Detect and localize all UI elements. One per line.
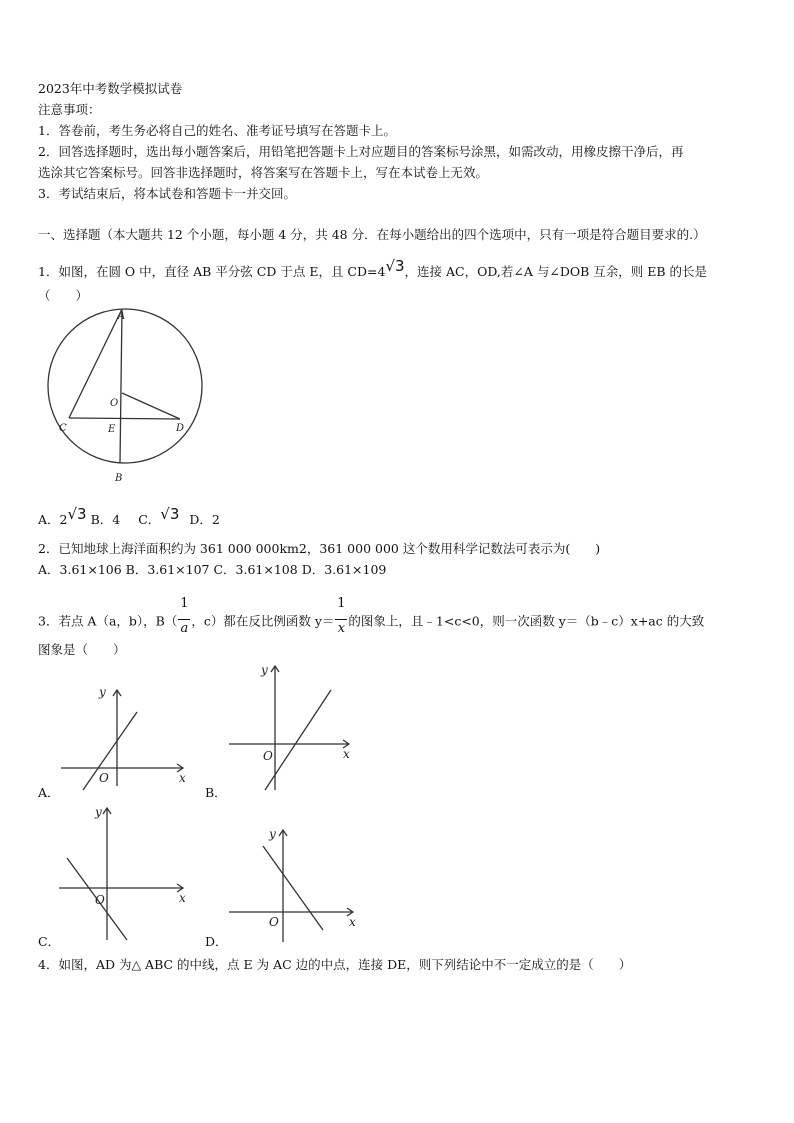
q3-text-continued: 图象是（ ） xyxy=(38,642,126,657)
q3-option-a-label: A． xyxy=(38,785,60,800)
circle-o xyxy=(48,309,202,463)
q1-options xyxy=(38,505,220,528)
q3-graph-c xyxy=(55,800,195,945)
q1-option-c xyxy=(138,505,180,527)
segment-od xyxy=(122,393,180,419)
q3-frac2-numerator: 1 xyxy=(337,596,346,611)
q1-text-part-b: ，连接 AC，OD,若∠A 与∠DOB 互余，则 EB 的长是 xyxy=(404,264,708,279)
q3-graph-a xyxy=(55,682,195,792)
q1-option-d: D．2 xyxy=(189,512,220,527)
notice-heading: 注意事项： xyxy=(38,102,101,117)
q1-text-part-a: 1．如图，在圆 O 中，直径 AB 平分弦 CD 于点 E，且 CD=4 xyxy=(38,264,386,279)
q1-answer-paren: （ ） xyxy=(38,288,89,303)
q1-circle-figure xyxy=(40,305,215,490)
q1-sqrt3: √3 xyxy=(385,257,405,275)
question-2-text: 2．已知地球上海洋面积约为 361 000 000km2，361 000 000 这个数用科学记数法可表示为( ) xyxy=(38,541,601,556)
q3-frac2-denominator: x xyxy=(337,621,346,636)
question-1-text xyxy=(38,257,708,280)
q3-graph-d xyxy=(225,822,365,947)
notice-2: 2．回答选择题时，选出每小题答案后，用铅笔把答题卡上对应题目的答案标号涂黑，如需改动，用橡皮擦干净后，再 xyxy=(38,144,684,159)
graph-c-y-label: y xyxy=(95,805,102,819)
exam-title: 2023年中考数学模拟试卷 xyxy=(38,81,183,96)
q1-option-b: B．4 xyxy=(90,512,121,527)
chord-cd xyxy=(69,418,180,419)
q3-frac1-bar xyxy=(178,619,190,620)
question-3-text xyxy=(38,596,705,642)
label-o: O xyxy=(110,398,119,409)
label-c: C xyxy=(59,423,67,434)
notice-3: 3．考试结束后，将本试卷和答题卡一并交回。 xyxy=(38,186,296,201)
section-heading: 一、选择题（本大题共 12 个小题，每小题 4 分，共 48 分．在每小题给出的四个选项中，只有一项是符合题目要求的.） xyxy=(38,227,706,242)
q3-fraction-1-over-x xyxy=(334,596,348,642)
graph-d-origin-label: O xyxy=(269,915,279,929)
q1-option-c-sqrt: √3 xyxy=(160,505,180,523)
q3-frac1-denominator: a xyxy=(180,621,189,636)
q1-option-a xyxy=(38,505,87,527)
q3-frac2-bar xyxy=(335,619,347,620)
graph-b-x-label: x xyxy=(343,747,350,761)
q3-fraction-1-over-a xyxy=(177,596,191,642)
notice-1: 1．答卷前，考生务必将自己的姓名、准考证号填写在答题卡上。 xyxy=(38,123,396,138)
diameter-ab xyxy=(120,309,122,463)
q3-text-part-a: 3．若点 A（a，b），B（ xyxy=(38,613,178,629)
q1-option-a-sqrt: √3 xyxy=(67,505,87,523)
graph-a-line xyxy=(83,712,137,790)
q1-option-c-prefix: C． xyxy=(138,512,161,527)
graph-c-origin-label: O xyxy=(95,893,105,907)
q3-frac1-numerator: 1 xyxy=(180,596,189,611)
q3-graph-b xyxy=(225,660,365,795)
graph-b-y-label: y xyxy=(261,663,268,677)
label-a: A xyxy=(118,311,126,322)
graph-d-y-label: y xyxy=(269,827,276,841)
q3-option-b-label: B． xyxy=(205,785,227,800)
graph-a-x-label: x xyxy=(179,771,186,785)
q1-option-a-prefix: A．2 xyxy=(38,512,68,527)
graph-b-origin-label: O xyxy=(263,749,273,763)
q3-text-part-b: ，c）都在反比例函数 y＝ xyxy=(191,613,335,629)
label-d: D xyxy=(176,423,185,434)
q2-options: A．3.61×106 B．3.61×107 C．3.61×108 D．3.61×109 xyxy=(38,562,387,577)
q3-option-d-label: D． xyxy=(205,934,228,949)
q3-option-c-label: C． xyxy=(38,934,61,949)
question-4-text: 4．如图，AD 为△ ABC 的中线，点 E 为 AC 边的中点，连接 DE，则下列结论中不一定成立的是（ ） xyxy=(38,957,632,972)
q3-text-part-c: 的图象上，且﹣1<c<0，则一次函数 y＝（b﹣c）x+ac 的大致 xyxy=(348,613,705,629)
graph-a-origin-label: O xyxy=(99,771,109,785)
label-e: E xyxy=(108,424,116,435)
label-b: B xyxy=(115,473,123,484)
graph-d-x-label: x xyxy=(349,915,356,929)
notice-2-continued: 选涂其它答案标号。回答非选择题时，将答案写在答题卡上，写在本试卷上无效。 xyxy=(38,165,489,180)
graph-c-x-label: x xyxy=(179,891,186,905)
graph-a-y-label: y xyxy=(99,685,106,699)
